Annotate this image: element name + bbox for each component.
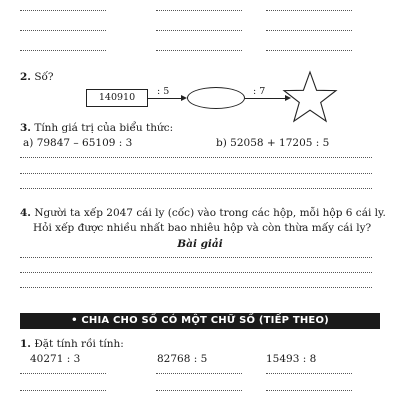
answer-line	[156, 30, 242, 31]
star-answer-shape	[281, 70, 339, 124]
operation-label-1: : 5	[157, 86, 170, 97]
answer-line	[266, 390, 352, 391]
answer-line	[20, 272, 372, 273]
problem-number: 3.	[20, 122, 31, 134]
problem-4-line-2: Hỏi xếp được nhiều nhất bao nhiêu hộp và còn thừa mấy cái ly?	[33, 222, 372, 234]
division-item: 15493 : 8	[266, 353, 317, 365]
problem-number: 4.	[20, 207, 31, 219]
answer-line	[20, 157, 372, 158]
problem-number: 1.	[20, 338, 31, 350]
answer-line	[20, 257, 372, 258]
answer-line	[156, 373, 242, 374]
section-banner: • CHIA CHO SỐ CÓ MỘT CHỮ SỐ (TIẾP THEO)	[20, 313, 380, 329]
problem-number: 2.	[20, 71, 31, 83]
division-item: 40271 : 3	[30, 353, 81, 365]
answer-line	[20, 173, 372, 174]
division-item: 82768 : 5	[157, 353, 208, 365]
expression-b: b) 52058 + 17205 : 5	[216, 137, 330, 149]
answer-line	[20, 30, 106, 31]
answer-line	[20, 188, 372, 189]
answer-line	[20, 373, 106, 374]
answer-line	[20, 50, 106, 51]
problem-title: Đặt tính rồi tính:	[34, 338, 124, 350]
answer-line	[20, 10, 106, 11]
answer-line	[20, 390, 106, 391]
problem-title: Số?	[34, 71, 54, 83]
arrow-line	[245, 98, 285, 99]
answer-line	[20, 287, 372, 288]
section2-problem-1-heading	[20, 338, 124, 350]
answer-line	[266, 30, 352, 31]
answer-line	[266, 10, 352, 11]
answer-line	[156, 50, 242, 51]
problem-4-line-1	[20, 207, 386, 219]
answer-line	[156, 10, 242, 11]
problem-2-heading	[20, 71, 54, 83]
start-value-box: 140910	[86, 89, 148, 107]
problem-3-heading	[20, 122, 173, 134]
operation-label-2: : 7	[253, 86, 266, 97]
answer-line	[266, 50, 352, 51]
expression-a: a) 79847 – 65109 : 3	[23, 137, 133, 149]
answer-ellipse	[187, 87, 245, 109]
solution-title: Bài giải	[177, 238, 223, 250]
answer-line	[266, 373, 352, 374]
answer-line	[156, 390, 242, 391]
problem-text: Người ta xếp 2047 cái ly (cốc) vào trong các hộp, mỗi hộp 6 cái ly.	[34, 207, 386, 219]
problem-title: Tính giá trị của biểu thức:	[34, 122, 174, 134]
arrow-line	[148, 98, 181, 99]
